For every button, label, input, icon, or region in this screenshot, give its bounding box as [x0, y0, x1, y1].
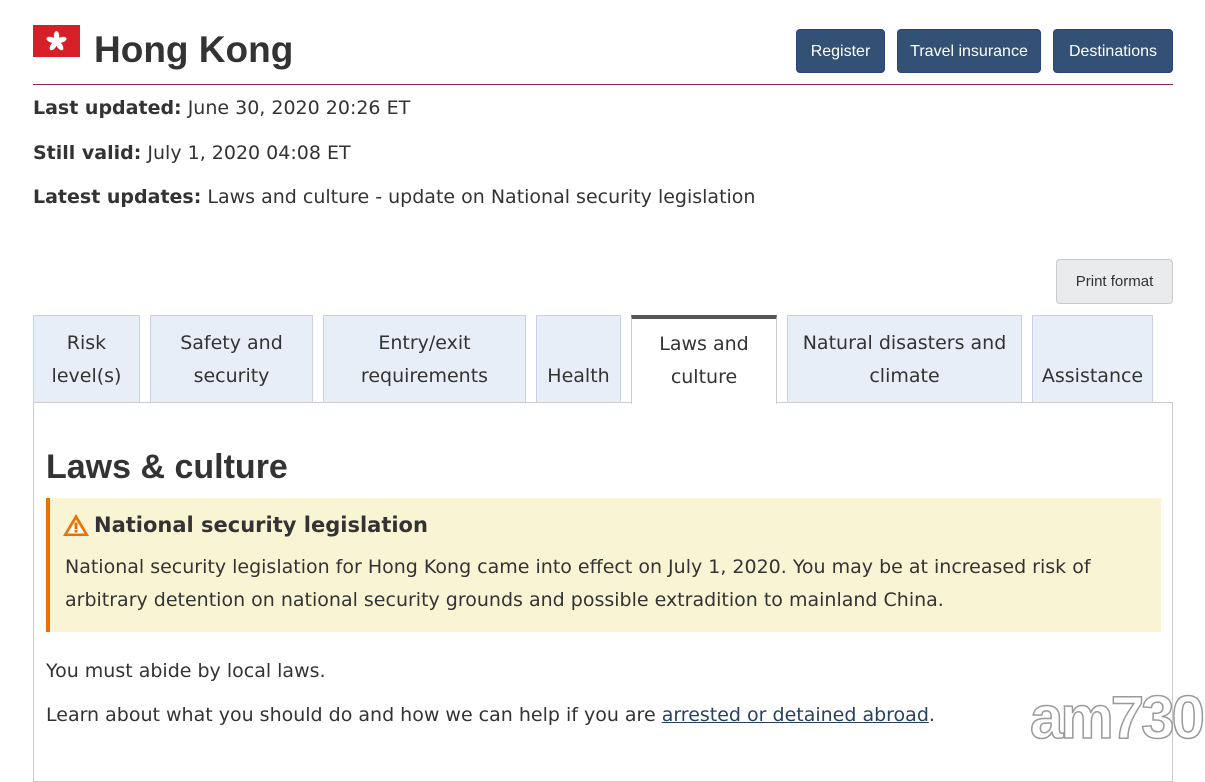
register-button[interactable]: Register	[796, 29, 885, 73]
tab-health[interactable]	[536, 315, 621, 403]
tab-natural-disasters[interactable]	[787, 315, 1022, 403]
warning-icon	[62, 513, 90, 537]
paragraph-local-laws: You must abide by local laws.	[46, 660, 326, 682]
alert-title: National security legislation	[94, 513, 428, 537]
last-updated-label: Last updated:	[33, 97, 182, 119]
tab-label-line2: culture	[670, 366, 738, 388]
still-valid	[33, 142, 351, 164]
paragraph-end: .	[928, 704, 935, 726]
tab-label-line1: Safety and	[180, 332, 283, 354]
warning-alert	[46, 498, 1161, 632]
tab-safety-security[interactable]	[150, 315, 313, 403]
am730-watermark: am730	[1030, 684, 1202, 751]
last-updated	[33, 97, 410, 119]
tab-label-line2: climate	[869, 365, 940, 387]
paragraph-arrested	[46, 703, 935, 727]
destinations-button[interactable]: Destinations	[1053, 29, 1173, 73]
tab-label-line2: level(s)	[51, 365, 122, 387]
tab-laws-culture[interactable]	[631, 315, 777, 404]
tab-assistance[interactable]	[1032, 315, 1153, 403]
hong-kong-flag-icon	[33, 25, 80, 57]
tab-label-line1: Laws and	[659, 333, 749, 355]
page-header	[33, 22, 1173, 85]
arrested-detained-link[interactable]: arrested or detained abroad	[661, 704, 929, 726]
latest-updates	[33, 186, 755, 208]
paragraph-text: Learn about what you should do and how we can help if you are	[46, 704, 662, 726]
still-valid-label: Still valid:	[33, 142, 142, 164]
latest-updates-value: Laws and culture - update on National security legislation	[207, 186, 756, 208]
tab-label-line2: requirements	[360, 365, 489, 387]
tab-label-line2: Assistance	[1041, 365, 1144, 387]
travel-insurance-button[interactable]: Travel insurance	[897, 29, 1041, 73]
print-format-button[interactable]: Print format	[1056, 259, 1173, 304]
tab-label-line2: security	[193, 365, 270, 387]
page-title: Hong Kong	[94, 29, 294, 70]
tab-label-line1: Natural disasters and	[802, 332, 1007, 354]
tab-panel	[33, 402, 1173, 782]
latest-updates-label: Latest updates:	[33, 186, 202, 208]
tab-label-line1: Entry/exit	[378, 332, 471, 354]
tab-entry-exit[interactable]	[323, 315, 526, 403]
alert-body: National security legislation for Hong Kong came into effect on July 1, 2020. You may be at increased risk of arbitrary detention on national security grounds and possible extradition to mainland China.	[65, 556, 1091, 611]
still-valid-value: July 1, 2020 04:08 ET	[147, 142, 351, 164]
section-heading: Laws & culture	[46, 448, 288, 486]
tab-label-line1: Risk	[66, 332, 107, 354]
last-updated-value: June 30, 2020 20:26 ET	[187, 97, 411, 119]
tab-label-line2: Health	[547, 365, 610, 387]
tab-risk-levels[interactable]	[33, 315, 140, 403]
